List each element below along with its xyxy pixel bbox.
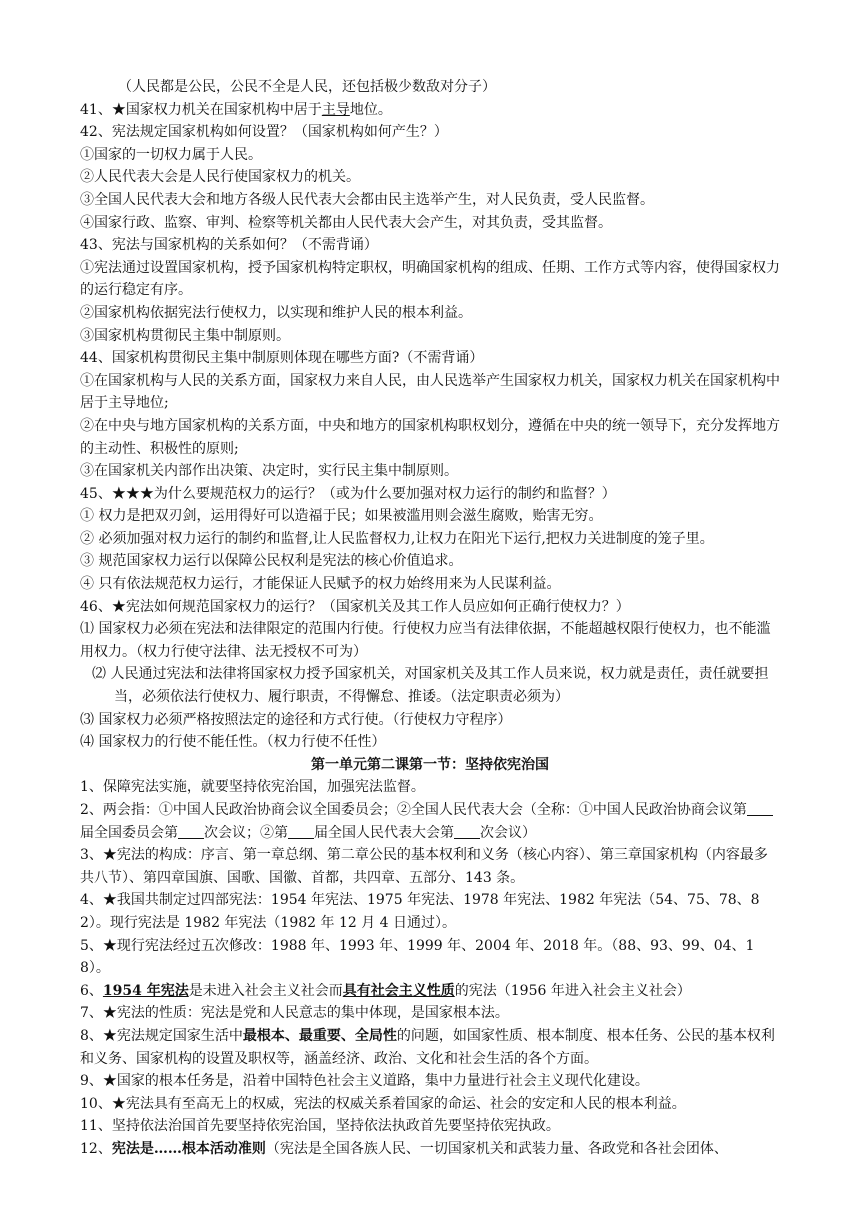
text-line: （人民都是公民，公民不全是人民，还包括极少数敌对分子） — [118, 79, 496, 95]
item-44: 44、国家机构贯彻民主集中制原则体现在哪些方面?（不需背诵） — [80, 350, 484, 367]
bold-underlined-term: 具有社会主义性质 — [342, 982, 455, 999]
text-line: ①在国家机构与人民的关系方面，国家权力来自人民，由人民选举产生国家权力机关，国家权力机关在国家机构中居于主导地位; — [80, 372, 780, 412]
text-line: ④ 只有依法规范权力运行，才能保证人民赋予的权力始终用来为人民谋利益。 — [80, 576, 561, 593]
item-12: 12、宪法是……根本活动准则（宪法是全国各族人民、一切国家机关和武装力量、各政党和各社会团体、 — [80, 1140, 728, 1157]
text-line: ⑷ 国家权力的行使不能任性。（权力行使不任性） — [80, 734, 386, 751]
text-line: ③全国人民代表大会和地方各级人民代表大会都由民主选举产生，对人民负责，受人民监督。 — [80, 191, 654, 208]
text-line: ③在国家机关内部作出决策、决定时，实行民主集中制原则。 — [80, 463, 458, 480]
item-9: 9、★国家的根本任务是，沿着中国特色社会主义道路，集中力量进行社会主义现代化建设。 — [80, 1073, 649, 1090]
text-line: ①国家的一切权力属于人民。 — [80, 146, 262, 163]
text-line: ②人民代表大会是人民行使国家权力的机关。 — [80, 169, 360, 186]
item-11: 11、坚持依法治国首先要坚持依宪治国，坚持依法执政首先要坚持依宪执政。 — [80, 1118, 560, 1135]
text-line: ⑵ 人民通过宪法和法律将国家权力授予国家机关，对国家机关及其工作人员来说，权力就是责任，责任就要担当，必须依法行使权力、履行职责，不得懈怠、推诿。（法定职责必须为） — [92, 666, 769, 706]
item-3: 3、★宪法的构成：序言、第一章总纲、第二章公民的基本权利和义务（核心内容）、第三章国家机构（内容最多共八节）、第四章国旗、国歌、国徽、首都，共四章、五部分、143 条。 — [80, 847, 768, 886]
item-46: 46、★宪法如何规范国家权力的运行？（国家机关及其工作人员应如何正确行使权力？） — [80, 598, 630, 615]
fill-blank — [288, 824, 314, 839]
text-line: ① 权力是把双刃剑，运用得好可以造福于民；如果被滥用则会滋生腐败，贻害无穷。 — [80, 508, 603, 525]
text-line: ② 必须加强对权力运行的制约和监督,让人民监督权力,让权力在阳光下运行,把权力关进制度的笼子里。 — [80, 530, 714, 547]
text-line: ④国家行政、监察、审判、检察等机关都由人民代表大会产生，对其负责，受其监督。 — [80, 214, 612, 231]
fill-blank — [178, 824, 204, 839]
text-line: ③国家机构贯彻民主集中制原则。 — [80, 327, 290, 344]
text-line: ⑴ 国家权力必须在宪法和法律限定的范围内行使。行使权力应当有法律依据，不能超越权限行使权力，也不能滥用权力。（权力行使守法律、法无授权不可为） — [80, 621, 771, 660]
item-45: 45、★★★为什么要规范权力的运行？（或为什么要加强对权力运行的制约和监督？） — [80, 485, 616, 502]
bold-term: 最根本、最重要、全局性 — [242, 1027, 397, 1044]
item-4: 4、★我国共制定过四部宪法：1954 年宪法、1975 年宪法、1978 年宪法、1982 年宪法（54、75、78、82）。现行宪法是 1982 年宪法（1982 年 12 月 4 日通过）。 — [80, 892, 760, 931]
bold-underlined-term: 1954 年宪法 — [102, 982, 189, 999]
fill-blank — [747, 801, 773, 816]
item-7: 7、★宪法的性质：宪法是党和人民意志的集中体现，是国家根本法。 — [80, 1005, 509, 1022]
text-line: ⑶ 国家权力必须严格按照法定的途径和方式行使。（行使权力守程序） — [80, 711, 512, 728]
item-2: 2、两会指：①中国人民政治协商会议全国委员会；②全国人民代表大会（全称：①中国人民政治协商会议第届全国委员会第 次会议；②第 届全国人民代表大会第 次会议） — [80, 799, 780, 844]
section-title: 第一单元第二课第一节：坚持依宪治国 — [311, 756, 549, 773]
item-43: 43、宪法与国家机构的关系如何？（不需背诵） — [80, 237, 378, 254]
item-1: 1、保障宪法实施，就要坚持依宪治国，加强宪法监督。 — [80, 779, 425, 796]
fill-blank — [454, 824, 480, 839]
text-line: ②在中央与地方国家机构的关系方面，中央和地方的国家机构职权划分，遵循在中央的统一领导下，充分发挥地方的主动性、积极性的原则; — [80, 417, 780, 457]
item-6: 6、1954 年宪法是未进入社会主义社会而具有社会主义性质的宪法（1956 年进入社会主义社会） — [80, 982, 691, 999]
text-line: ③ 规范国家权力运行以保障公民权利是宪法的核心价值追求。 — [80, 553, 463, 570]
text-line: ②国家机构依据宪法行使权力，以实现和维护人民的根本利益。 — [80, 304, 472, 321]
bold-term: 宪法是……根本活动准则 — [111, 1140, 266, 1157]
item-5: 5、★现行宪法经过五次修改：1988 年、1993 年、1999 年、2004 年、2018 年。（88、93、99、04、18）。 — [80, 937, 755, 977]
underlined-term: 主导 — [321, 101, 350, 118]
item-8: 8、★宪法规定国家生活中最根本、最重要、全局性的问题，如国家性质、根本制度、根本任务、公民的基本权利和义务、国家机构的设置及职权等，涵盖经济、政治、文化和社会生活的各个方面。 — [80, 1027, 775, 1067]
item-10: 10、★宪法具有至高无上的权威，宪法的权威关系着国家的命运、社会的安定和人民的根本利益。 — [80, 1095, 686, 1112]
text-line: ①宪法通过设置国家机构，授予国家机构特定职权，明确国家机构的组成、任期、工作方式等内容，使得国家权力的运行稳定有序。 — [80, 259, 780, 299]
item-42: 42、宪法规定国家机构如何设置？（国家机构如何产生？） — [80, 124, 448, 141]
item-41: 41、★国家权力机关在国家机构中居于主导地位。 — [80, 101, 392, 118]
